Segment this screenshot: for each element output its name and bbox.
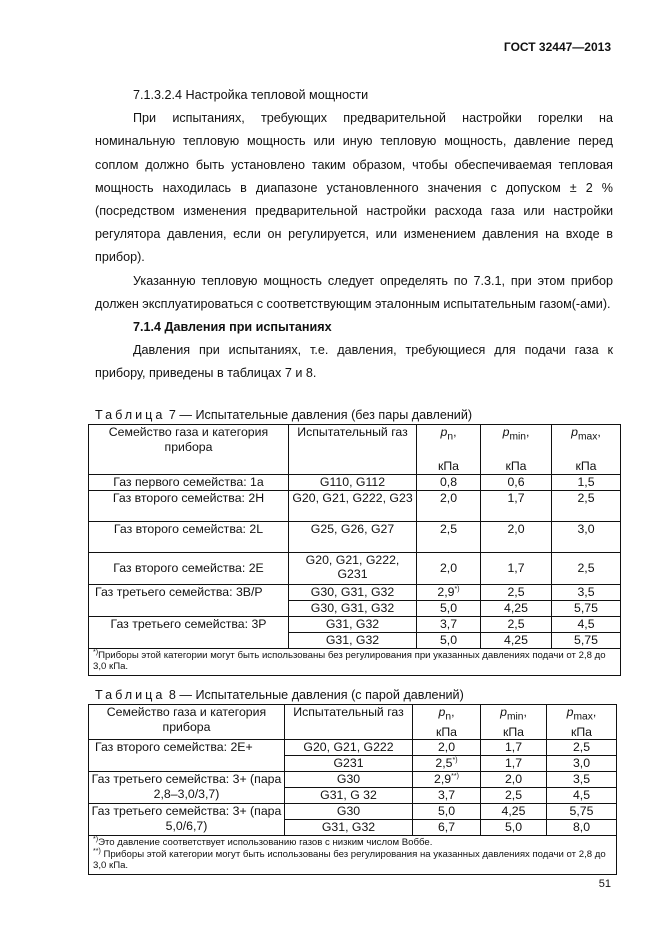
table8-header-pn: $p_n$, кПа — [413, 705, 481, 740]
table7-header-family: Семейство газа и категория прибора — [89, 425, 289, 475]
table-row: Газ первого семейства: 1а G110, G112 0,8 0,6 1,5 — [89, 474, 621, 490]
table8-header-pmax: $p_{max}$, кПа — [547, 705, 617, 740]
table-row: G31, G 32 3,7 2,5 4,5 — [89, 788, 617, 804]
table-row: Газ второго семейства: 2Н G20, G21, G222, G23 2,0 1,7 2,5 — [89, 490, 621, 521]
table-row: Газ второго семейства: 2Е+ G20, G21, G222 2,0 1,7 2,5 — [89, 740, 617, 756]
paragraph-heat-output: При испытаниях, требующих предварительной настройки горелки на номинальную тепловую мощность или иную тепловую мощность, давление перед соплом должно быть установлено таким образом, чтобы обеспечиваемая тепловая мощность находилась в диапазоне установленного значения с допуском ± 2 % (посредством изменения предварительной настройки расхода газа или настройки регулятора давления, если он регулируется, или изменением давления на входе в прибор). — [95, 111, 613, 265]
table7-header-pn: $p_n$, кПа — [417, 425, 481, 475]
table7-caption: Таблица 7 — Испытательные давления (без пары давлений) — [95, 408, 473, 422]
section-heading-7-1-3-2-4: 7.1.3.2.4 Настройка тепловой мощности — [133, 88, 369, 102]
table7-header-row — [89, 425, 621, 475]
table-row: Газ третьего семейства: 3B/P G30, G31, G32 2,9*) 2,5 3,5 — [89, 584, 621, 600]
table8-header-pmin: $p_{min}$, кПа — [481, 705, 547, 740]
table-row: Газ третьего семейства: 3Р G31, G32 3,7 2,5 4,5 — [89, 616, 621, 632]
table-row: G31, G32 6,7 5,0 8,0 — [89, 820, 617, 836]
table8-header-row — [89, 705, 617, 740]
table8 — [88, 704, 617, 875]
table-row: G231 2,5*) 1,7 3,0 — [89, 756, 617, 772]
table8-footnote: *)Это давление соответствует использованию газов с низким числом Воббе. **) Приборы этой категории могут быть использованы без регулирования на указанных давлениях подачи от 2,8 до 3,0 кПа. — [89, 836, 617, 875]
table-row: Газ третьего семейства: 3+ (пара 5,0/6,7) G30 5,0 4,25 5,75 — [89, 804, 617, 820]
table-row: Газ второго семейства: 2Е G20, G21, G222, G231 2,0 1,7 2,5 — [89, 552, 621, 584]
text-block — [95, 84, 613, 386]
paragraph-test-pressures: Давления при испытаниях, т.е. давления, требующиеся для подачи газа к прибору, приведены в таблицах 7 и 8. — [95, 343, 613, 381]
table7-footnote: *)Приборы этой категории могут быть использованы без регулирования при указанных давлениях подачи от 2,8 до 3,0 кПа. — [89, 648, 621, 675]
table7-header-gas: Испытательный газ — [289, 425, 417, 475]
table-row: Газ второго семейства: 2L G25, G26, G27 2,5 2,0 3,0 — [89, 521, 621, 552]
table8-footnote-row — [89, 836, 617, 875]
table7-footnote-row — [89, 648, 621, 675]
table8-header-family: Семейство газа и категория прибора — [89, 705, 285, 740]
document-header: ГОСТ 32447—2013 — [503, 40, 611, 54]
table-row: G31, G32 5,0 4,25 5,75 — [89, 632, 621, 648]
table7-header-pmax: $p_{max}$, кПа — [552, 425, 621, 475]
paragraph-reference-gas: Указанную тепловую мощность следует определять по 7.3.1, при этом прибор должен эксплуатироваться с соответствующим эталонным испытательным газом(-ами). — [95, 273, 613, 311]
table-row: Газ третьего семейства: 3+ (пара 2,8–3,0/3,7) G30 2,9**) 2,0 3,5 — [89, 772, 617, 788]
table7 — [88, 424, 621, 676]
table8-header-gas: Испытательный газ — [285, 705, 413, 740]
table-row: G30, G31, G32 5,0 4,25 5,75 — [89, 600, 621, 616]
section-heading-7-1-4: 7.1.4 Давления при испытаниях — [133, 320, 332, 335]
table8-caption: Таблица 8 — Испытательные давления (с парой давлений) — [95, 688, 464, 702]
table7-header-pmin: $p_{min}$, кПа — [481, 425, 552, 475]
page-number: 51 — [598, 878, 611, 890]
